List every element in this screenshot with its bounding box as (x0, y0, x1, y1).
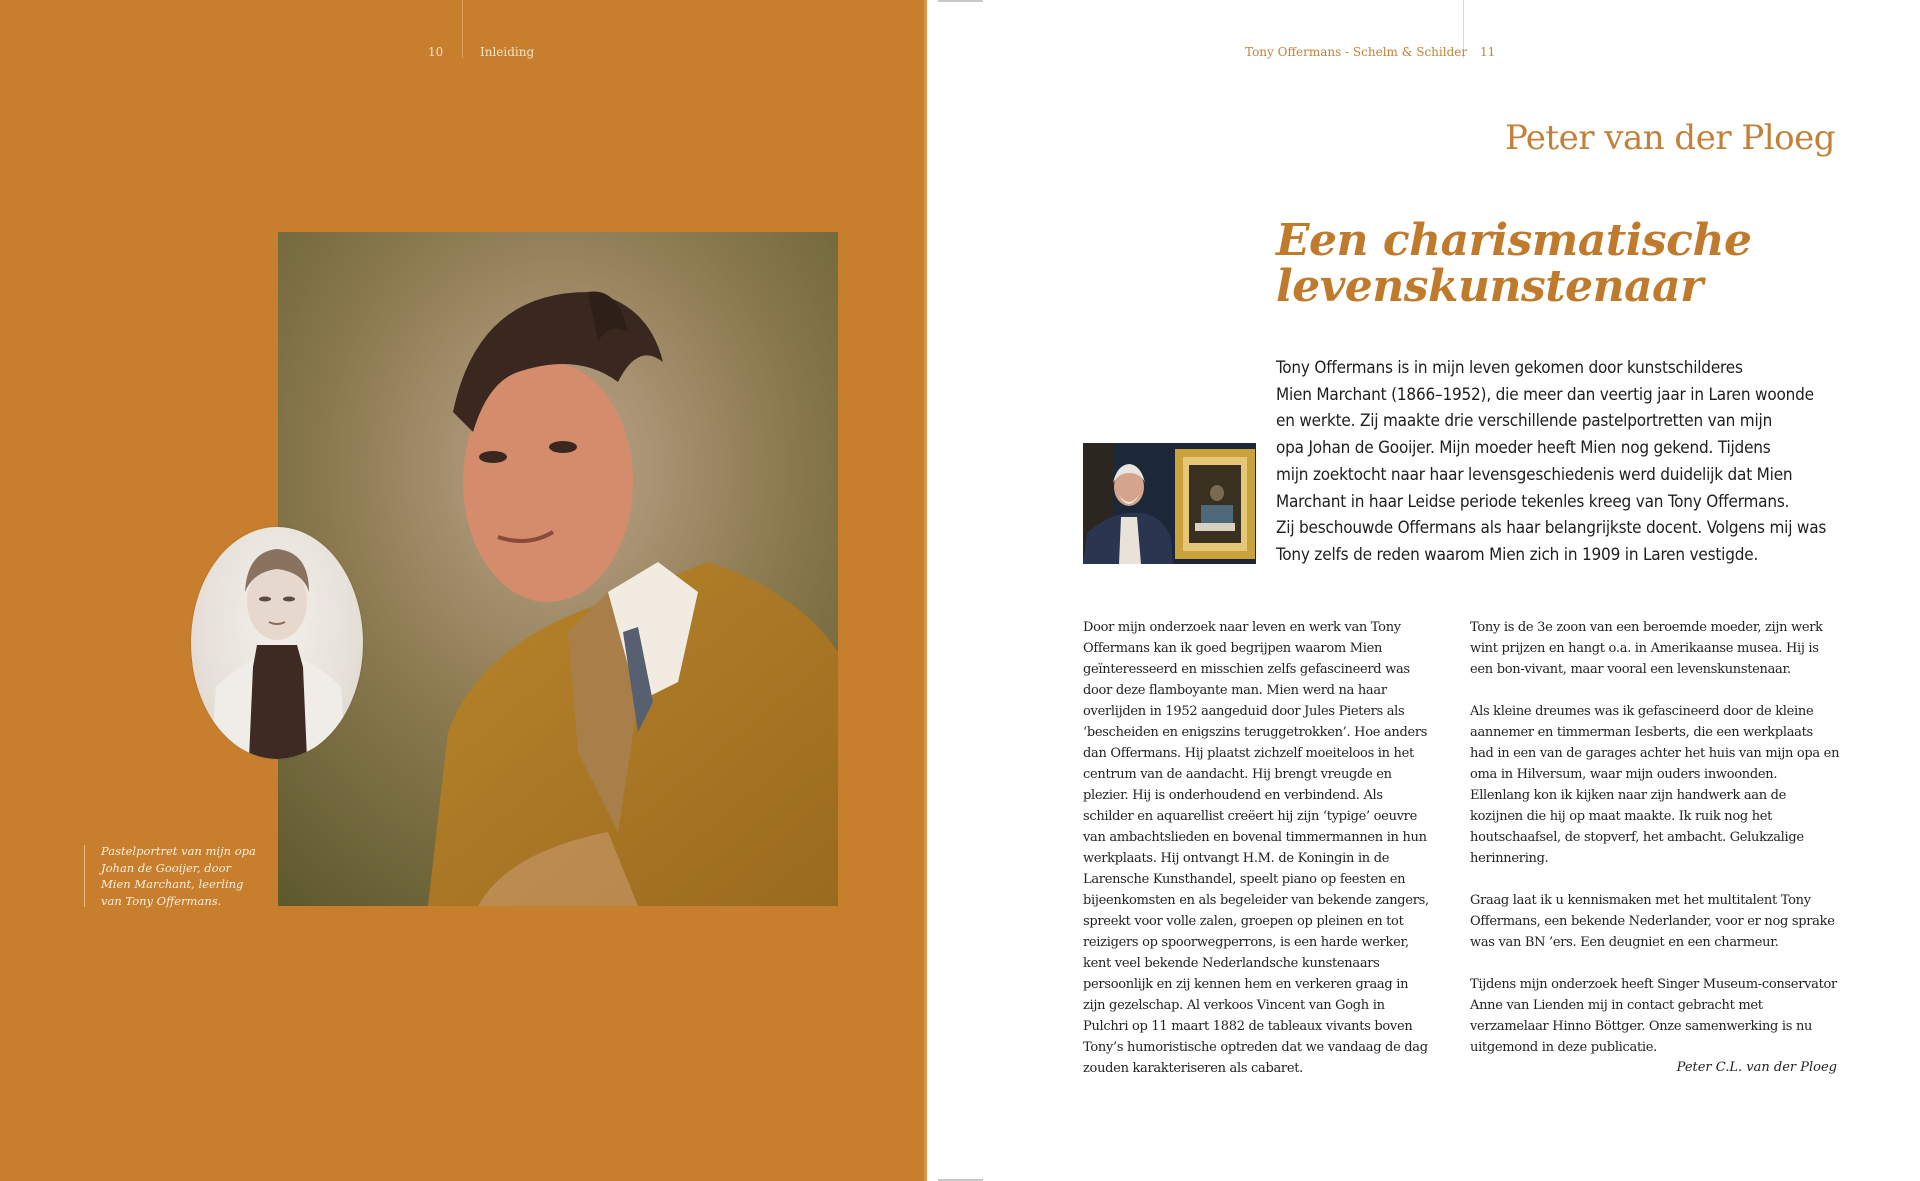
intro-line: Marchant in haar Leidse periode tekenles kreeg van Tony Offermans. (1276, 491, 1790, 512)
caption-divider (84, 845, 85, 907)
page-number-right: 11 (1480, 45, 1496, 59)
body-column-right (1470, 617, 1840, 1079)
author-photo-illustration (1083, 443, 1256, 564)
page-number-left: 10 (428, 45, 444, 59)
author-photo (1083, 443, 1256, 564)
article-heading (1276, 215, 1752, 312)
body-paragraph: Graag laat ik u kennismaken met het multitalent Tony Offermans, een bekende Nederlander, voor er nog sprake was van BN ’ers. Een deugniet en een charmeur. (1470, 893, 1835, 950)
oval-portrait-photo (191, 527, 363, 759)
portrait-painting (278, 232, 838, 906)
intro-line: opa Johan de Gooijer. Mijn moeder heeft Mien nog gekend. Tijdens (1276, 438, 1771, 459)
section-label: Inleiding (480, 45, 535, 59)
body-paragraph: Als kleine dreumes was ik gefascineerd door de kleine aannemer en timmerman Iesberts, die een werkplaats had in een van de garages achter het huis van mijn opa en oma in Hilversum, waar mijn ouders inwoonden. Ellenlang kon ik kijken naar zijn handwerk aan de kozijnen die hij op maat maakte. Ik ruik nog het houtschaafsel, de stopverf, het ambacht. Gelukzalige herinnering. (1470, 704, 1840, 866)
heading-line-1: Een charismatische (1276, 215, 1752, 266)
body-paragraph: Tony is de 3e zoon van een beroemde moeder, zijn werk wint prijzen en hangt o.a. in Amerikaanse musea. Hij is een bon-vivant, maar vooral een levenskunstenaar. (1470, 620, 1823, 677)
intro-line: Zij beschouwde Offermans als haar belangrijkste docent. Volgens mij was (1276, 518, 1827, 539)
body-paragraph: Tijdens mijn onderzoek heeft Singer Museum-conservator Anne van Lienden mij in contact gebracht met verzamelaar Hinno Böttger. Onze samenwerking is nu uitgemond in deze publicatie. (1470, 977, 1837, 1055)
intro-line: Mien Marchant (1866–1952), die meer dan veertig jaar in Laren woonde (1276, 384, 1814, 405)
header-divider (462, 0, 463, 58)
running-title: Tony Offermans - Schelm & Schilder (1245, 45, 1468, 59)
intro-paragraph (1276, 355, 1856, 569)
intro-line: en werkte. Zij maakte drie verschillende pastelportretten van mijn (1276, 411, 1773, 432)
heading-line-2: levenskunstenaar (1276, 261, 1703, 312)
author-name: Peter van der Ploeg (1504, 118, 1835, 158)
body-column-left (1083, 617, 1433, 1100)
photo-caption: Pastelportret van mijn opa Johan de Gooijer, door Mien Marchant, leerling van Tony Offermans. (101, 844, 256, 908)
oval-photo-illustration (191, 527, 363, 759)
intro-line: Tony Offermans is in mijn leven gekomen door kunstschilderes (1276, 358, 1743, 378)
left-page (0, 0, 925, 1181)
page-fold (924, 0, 927, 1181)
crop-mark-top (938, 0, 983, 2)
author-signature: Peter C.L. van der Ploeg (1676, 1060, 1837, 1075)
body-paragraph: Door mijn onderzoek naar leven en werk van Tony Offermans kan ik goed begrijpen waarom Mien geïnteresseerd en misschien zelfs gefascineerd was door deze flamboyante man. Mien werd na haar overlijden in 1952 aangeduid door Jules Pieters als ‘bescheiden en enigszins teruggetrokken’. Hoe anders dan Offermans. Hij plaatst zichzelf moeiteloos in het centrum van de aandacht. Hij brengt vreugde en plezier. Hij is onderhoudend en verbindend. Als schilder en aquarellist creëert hij zijn ‘typige’ oeuvre van ambachtslieden en bovenal timmermannen in hun werkplaats. Hij ontvangt H.M. de Koningin in de Larensche Kunsthandel, speelt piano op feesten en bijeenkomsten en als begeleider van bekende zangers, spreekt voor volle zalen, groepen op pleinen en tot reizigers op spoorwegperrons, is een harde werker, kent veel bekende Nederlandsche kunstenaars persoonlijk en zij kennen hem en verkeren graag in zijn gezelschap. Al verkoos Vincent van Gogh in Pulchri op 11 maart 1882 de tableaux vivants boven Tony’s humoristische optreden dat we vandaag de dag zouden karakteriseren als cabaret. (1083, 620, 1429, 1076)
intro-line: Tony zelfs de reden waarom Mien zich in 1909 in Laren vestigde. (1276, 544, 1759, 565)
painting-illustration (278, 232, 838, 906)
intro-line: mijn zoektocht naar haar levensgeschiedenis werd duidelijk dat Mien (1276, 464, 1793, 485)
